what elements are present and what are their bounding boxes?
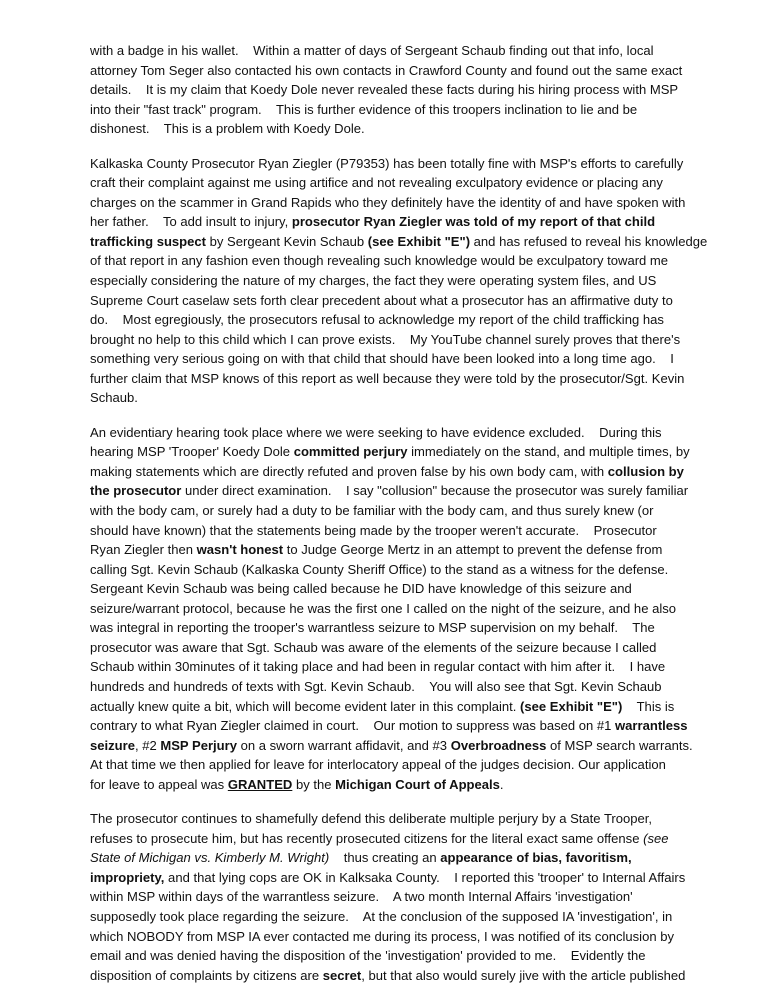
- text-segment: email and was denied having the disposition of the 'investigation' provided to me. Evidently the: [90, 948, 646, 964]
- text-line: [90, 775, 686, 795]
- text-line: [90, 697, 686, 717]
- text-segment: Supreme Court caselaw sets forth clear precedent about what a prosecutor has an affirmative duty to: [90, 292, 673, 308]
- text-line: [90, 809, 686, 829]
- text-line: [90, 907, 686, 927]
- text-line: [90, 501, 686, 521]
- text-segment: At that time we then applied for leave for interlocatory appeal of the judges decision. Our application: [90, 757, 666, 773]
- text-line: [90, 521, 686, 541]
- emphasized-text: prosecutor Ryan Ziegler was told of my report of that child: [291, 214, 656, 230]
- text-segment: her father. To add insult to injury,: [90, 214, 292, 230]
- text-segment: should have known) that the statements being made by the trooper weren't accurate. Prosecutor: [90, 522, 657, 538]
- text-segment: disposition of complaints by citizens are: [90, 967, 323, 983]
- text-line: [90, 638, 686, 658]
- text-line: [90, 369, 686, 389]
- text-line: [90, 736, 693, 756]
- text-line: [90, 119, 686, 139]
- text-line: [90, 212, 686, 232]
- text-segment: , but that also would surely jive with the article published: [361, 967, 686, 983]
- text-line: [90, 271, 686, 291]
- text-segment: craft their complaint against me using artifice and not revealing exculpatory evidence or placing any: [90, 175, 663, 191]
- text-segment: thus creating an: [329, 850, 441, 866]
- text-line: [90, 462, 686, 482]
- text-line: [90, 61, 686, 81]
- text-line: [90, 173, 686, 193]
- emphasized-text: State of Michigan vs. Kimberly M. Wright): [90, 850, 330, 866]
- text-segment: Schaub.: [90, 390, 138, 406]
- text-segment: of that report in any fashion even though revealing such knowledge would be exculpatory toward me: [90, 253, 669, 269]
- paragraph: [90, 423, 693, 794]
- text-segment: which NOBODY from MSP IA ever contacted me during its process, I was notified of its conclusion by: [90, 928, 674, 944]
- text-line: [90, 193, 686, 213]
- emphasized-text: appearance of bias, favoritism,: [440, 850, 632, 866]
- emphasized-text: trafficking suspect: [90, 233, 207, 249]
- text-segment: The prosecutor continues to shamefully defend this deliberate multiple perjury by a State Trooper,: [90, 811, 653, 827]
- text-segment: actually knew quite a bit, which will become evident later in this complaint.: [90, 698, 521, 714]
- text-segment: on a sworn warrant affidavit, and #3: [236, 737, 451, 753]
- text-segment: to Judge George Mertz in an attempt to prevent the defense from: [283, 542, 663, 558]
- text-segment: Ryan Ziegler then: [90, 542, 197, 558]
- text-line: [90, 232, 708, 252]
- emphasized-text: Overbroadness: [450, 737, 547, 753]
- text-line: [90, 848, 686, 868]
- text-line: [90, 251, 686, 271]
- text-segment: contrary to what Ryan Ziegler claimed in court. Our motion to suppress was based on #1: [90, 718, 616, 734]
- text-line: [90, 618, 686, 638]
- text-line: [90, 442, 690, 462]
- text-line: [90, 887, 686, 907]
- text-segment: further claim that MSP knows of this report as well because they were told by the prosecutor/Sgt. Kevin: [90, 370, 685, 386]
- emphasized-text: the prosecutor: [90, 483, 182, 499]
- text-segment: details. It is my claim that Koedy Dole never revealed these facts during his hiring process with MSP: [90, 82, 679, 98]
- text-segment: , #2: [134, 737, 161, 753]
- text-line: [90, 423, 686, 443]
- text-line: [90, 330, 686, 350]
- text-segment: of MSP search warrants.: [546, 737, 693, 753]
- emphasized-text: GRANTED: [227, 776, 293, 792]
- text-line: [90, 677, 686, 697]
- text-line: [90, 100, 686, 120]
- text-segment: with the body cam, or surely had a duty to be familiar with the body cam, and thus surely knew (or: [90, 503, 654, 519]
- text-segment: hearing MSP 'Trooper' Koedy Dole: [90, 444, 294, 460]
- text-segment: something very serious going on with that child that should have been looked into a long time ago. I: [90, 351, 674, 367]
- text-line: [90, 41, 686, 61]
- emphasized-text: seizure: [90, 737, 135, 753]
- text-line: [90, 599, 686, 619]
- text-line: [90, 80, 686, 100]
- emphasized-text: secret: [322, 967, 362, 983]
- text-segment: calling Sgt. Kevin Schaub (Kalkaska County Sheriff Office) to the stand as a witness for the defense.: [90, 561, 669, 577]
- text-segment: under direct examination. I say "collusion" because the prosecutor was surely familiar: [181, 483, 689, 499]
- text-segment: immediately on the stand, and multiple times, by: [407, 444, 690, 460]
- paragraph: [90, 809, 686, 985]
- text-line: [90, 540, 686, 560]
- emphasized-text: impropriety,: [90, 869, 165, 885]
- text-segment: supposedly took place regarding the seizure. At the conclusion of the supposed IA 'investigation', in: [90, 908, 673, 924]
- text-segment: This is: [622, 698, 675, 714]
- text-line: [90, 927, 686, 947]
- text-line: [90, 154, 686, 174]
- text-segment: Kalkaska County Prosecutor Ryan Ziegler (P79353) has been totally fine with MSP's efforts to carefully: [90, 155, 684, 171]
- text-segment: An evidentiary hearing took place where we were seeking to have evidence excluded. During this: [90, 424, 662, 440]
- text-segment: by the: [292, 776, 336, 792]
- text-line: [90, 716, 686, 736]
- text-segment: dishonest. This is a problem with Koedy Dole.: [90, 121, 365, 137]
- text-segment: .: [499, 776, 504, 792]
- text-segment: for leave to appeal was: [90, 776, 228, 792]
- text-segment: and that lying cops are OK in Kalksaka County. I reported this 'trooper' to Internal Affairs: [164, 869, 686, 885]
- emphasized-text: Michigan Court of Appeals: [335, 776, 500, 792]
- text-line: [90, 946, 686, 966]
- text-segment: Schaub within 30minutes of it taking place and had been in regular contact with him after it. I have: [90, 659, 666, 675]
- text-line: [90, 579, 686, 599]
- emphasized-text: (see Exhibit "E"): [367, 233, 471, 249]
- paragraph: [90, 154, 708, 408]
- text-segment: refuses to prosecute him, but has recently prosecuted citizens for the literal exact same offense: [90, 830, 644, 846]
- text-segment: with a badge in his wallet. Within a matter of days of Sergeant Schaub finding out that info, local: [90, 43, 654, 58]
- text-line: [90, 966, 686, 985]
- text-segment: Sergeant Kevin Schaub was being called because he DID have knowledge of this seizure and: [90, 581, 632, 597]
- text-segment: attorney Tom Seger also contacted his own contacts in Crawford County and found out the same exact: [90, 62, 683, 78]
- text-line: [90, 755, 686, 775]
- text-segment: into their "fast track" program. This is further evidence of this troopers inclination to lie and be: [90, 101, 638, 117]
- text-line: [90, 560, 686, 580]
- emphasized-text: (see Exhibit "E"): [520, 698, 623, 714]
- text-segment: prosecutor was aware that Sgt. Schaub was aware of the elements of the seizure because I called: [90, 639, 657, 655]
- text-line: [90, 291, 686, 311]
- text-segment: within MSP within days of the warrantless seizure. A two month Internal Affairs 'investigation': [90, 889, 633, 905]
- emphasized-text: warrantless: [615, 718, 688, 734]
- text-line: [90, 349, 686, 369]
- text-segment: by Sergeant Kevin Schaub: [206, 233, 368, 249]
- text-segment: especially considering the nature of my charges, the fact they were operating system files, and US: [90, 273, 657, 289]
- emphasized-text: (see: [643, 830, 669, 846]
- text-segment: hundreds and hundreds of texts with Sgt. Kevin Schaub. You will also see that Sgt. Kevin Schaub: [90, 678, 662, 694]
- emphasized-text: committed perjury: [293, 444, 408, 460]
- text-segment: seizure/warrant protocol, because he was the first one I called on the night of the seizure, and he also: [90, 600, 677, 616]
- text-segment: was integral in reporting the trooper's warrantless seizure to MSP supervision on my behalf. The: [90, 620, 655, 636]
- emphasized-text: MSP Perjury: [160, 737, 237, 753]
- text-segment: charges on the scammer in Grand Rapids who they definitely have the identity of and have spoken with: [90, 194, 686, 210]
- text-line: [90, 388, 686, 408]
- emphasized-text: wasn't honest: [196, 542, 284, 558]
- text-line: [90, 310, 686, 330]
- paragraph: [90, 41, 686, 139]
- text-line: [90, 657, 686, 677]
- text-line: [90, 829, 686, 849]
- text-line: [90, 481, 689, 501]
- text-segment: do. Most egregiously, the prosecutors refusal to acknowledge my report of the child trafficking has: [90, 312, 664, 328]
- text-segment: and has refused to reveal his knowledge: [470, 233, 708, 249]
- text-line: [90, 868, 686, 888]
- text-segment: brought no help to this child which I can prove exists. My YouTube channel surely proves that there's: [90, 331, 681, 347]
- emphasized-text: collusion by: [607, 463, 684, 479]
- text-segment: making statements which are directly refuted and proven false by his own body cam, with: [90, 463, 608, 479]
